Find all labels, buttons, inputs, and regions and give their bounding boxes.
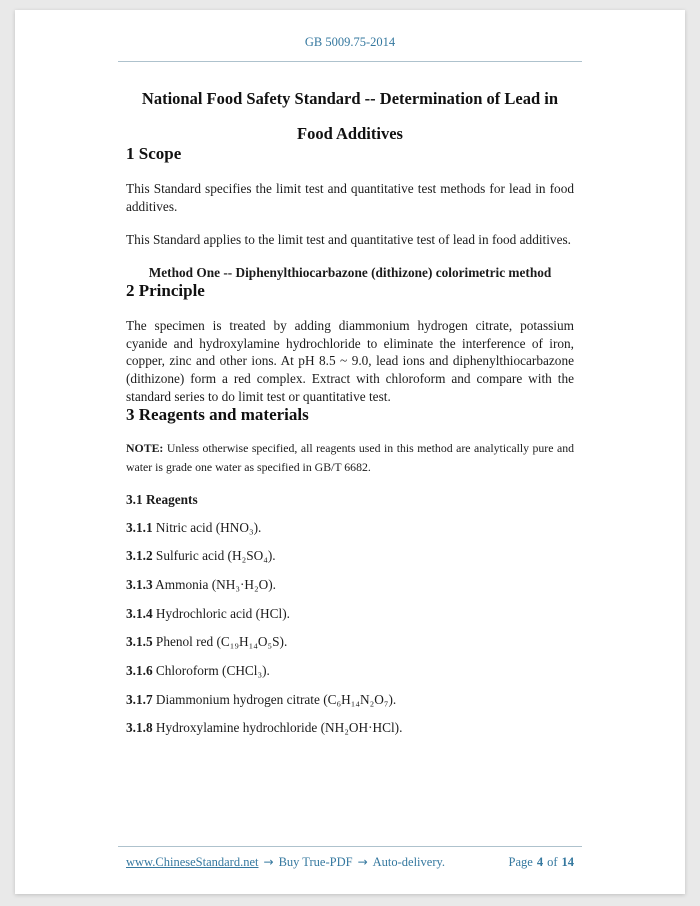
section-heading-scope: 1 Scope (126, 144, 182, 163)
reagent-item (126, 719, 574, 737)
reagent-text: Chloroform (CHCl₃). (152, 662, 270, 678)
footer-left (126, 855, 450, 870)
page-label: Page (508, 855, 533, 869)
total-page-number: 14 (561, 855, 574, 869)
arrow-icon: → (357, 855, 368, 869)
reagent-number: 3.1.3 (126, 576, 153, 592)
page-number-indicator (505, 855, 574, 870)
reagent-item (126, 691, 574, 709)
reagent-item (126, 547, 574, 565)
method-one-title: Method One -- Diphenylthiocarbazone (dithizone) colorimetric method (148, 265, 552, 281)
reagent-text: Ammonia (NH₃·H₂O). (152, 576, 276, 592)
document-title-line1: National Food Safety Standard -- Determination of Lead in (141, 89, 559, 108)
principle-paragraph: The specimen is treated by adding diammonium hydrogen citrate, potassium cyanide and hydroxylamine hydrochloride to eliminate the interference of iron, copper, zinc and other ions. At pH 8.5 ~ 9.0, lead ions and diphenylthiocarbazone (dithizone) form a red complex. Extract with chloroform and compare with the standard series to do limit test or quantitative test. (126, 318, 574, 404)
reagent-text: Nitric acid (HNO₃). (152, 519, 262, 535)
reagent-number: 3.1.5 (126, 634, 153, 650)
reagent-item (126, 633, 574, 651)
subsection-heading-reagents: 3.1 Reagents (126, 491, 198, 507)
section-heading-reagents: 3 Reagents and materials (126, 405, 309, 425)
footer-row (118, 855, 582, 870)
reagent-number: 3.1.1 (126, 519, 153, 535)
reagent-number: 3.1.6 (126, 662, 153, 678)
arrow-icon: → (263, 855, 274, 869)
document-page (15, 10, 685, 894)
website-link[interactable]: www.ChineseStandard.net (126, 855, 259, 869)
note-text: Unless otherwise specified, all reagents used in this method are analytically pure and water is grade one water as specified in GB/T 6682. (126, 441, 574, 475)
reagent-text: Sulfuric acid (H₂SO₄). (152, 548, 276, 564)
reagent-item (126, 519, 574, 537)
auto-delivery-text: Auto-delivery. (372, 855, 446, 869)
reagent-number: 3.1.8 (126, 720, 153, 736)
reagent-item (126, 576, 574, 594)
reagent-number: 3.1.7 (126, 691, 153, 707)
section-heading-principle: 2 Principle (126, 281, 205, 301)
reagent-number: 3.1.4 (126, 605, 153, 621)
reagent-number: 3.1.2 (126, 548, 153, 564)
reagent-text: Hydroxylamine hydrochloride (NH₂OH·HCl). (152, 720, 403, 736)
note-paragraph (126, 439, 574, 477)
buy-truepdf-text: Buy True-PDF (278, 855, 353, 869)
footer-divider (118, 846, 582, 847)
reagent-text: Diammonium hydrogen citrate (C₆H₁₄N₂O₇). (152, 691, 397, 707)
reagent-text: Phenol red (C₁₉H₁₄O₅S). (152, 634, 288, 650)
current-page-number: 4 (536, 855, 544, 869)
of-label: of (547, 855, 558, 869)
reagent-item (126, 662, 574, 680)
page-footer (118, 846, 582, 870)
scope-paragraph-1: This Standard specifies the limit test and quantitative test methods for lead in food additives. (126, 181, 574, 214)
scope-paragraph-2: This Standard applies to the limit test and quantitative test of lead in food additives. (126, 232, 571, 248)
header-divider (118, 61, 582, 62)
note-label: NOTE: (126, 441, 164, 456)
reagent-text: Hydrochloric acid (HCl). (152, 605, 290, 621)
reagent-item (126, 605, 574, 623)
document-code: GB 5009.75-2014 (304, 35, 396, 49)
document-title-line2: Food Additives (297, 124, 403, 143)
